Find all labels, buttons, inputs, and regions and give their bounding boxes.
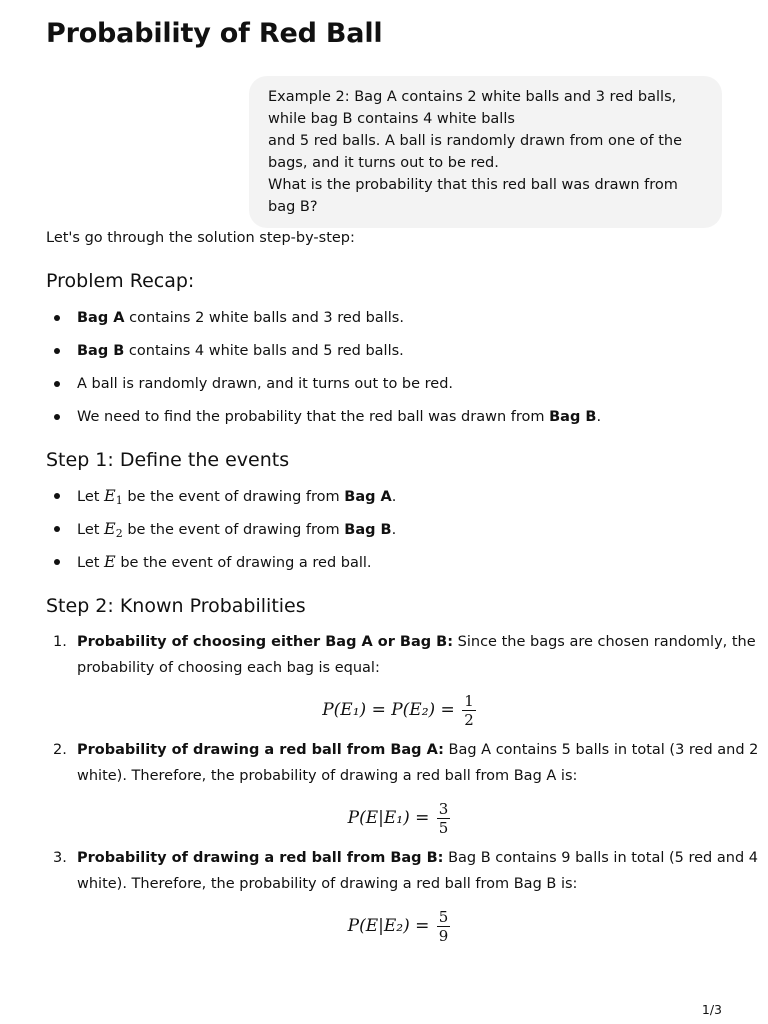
bold-text: Bag B [549, 409, 597, 425]
question-bubble [249, 76, 722, 228]
item-text: white). Therefore, the probability of drawing a red ball from Bag B is: [77, 876, 578, 892]
step2-heading: Step 2: Known Probabilities [46, 595, 306, 617]
bold-text: Bag B [77, 343, 125, 359]
list-item [46, 485, 722, 518]
list-item [46, 340, 722, 373]
equation-lhs: P(E₁) = P(E₂) = [322, 700, 455, 720]
equation [46, 908, 752, 945]
question-line: bags, and it turns out to be red. [268, 155, 499, 171]
question-line: while bag B contains 4 white balls [268, 111, 515, 127]
item-text: be the event of drawing from [122, 489, 345, 505]
list-item [46, 373, 722, 406]
question-line: Example 2: Bag A contains 2 white balls and 3 red balls, [268, 89, 677, 105]
symbol-text: E [104, 486, 116, 505]
item-text: . [391, 489, 397, 505]
bold-text: Bag A [77, 310, 125, 326]
step1-heading: Step 1: Define the events [46, 449, 290, 471]
subscript: 1 [115, 494, 123, 507]
item-text: Bag A contains 5 balls in total (3 red and 2 [443, 742, 759, 758]
item-text: A ball is randomly drawn, and it turns out to be red. [77, 376, 454, 392]
bold-text: Bag B [344, 522, 392, 538]
equation [46, 800, 752, 837]
math-symbol: E [104, 552, 116, 571]
item-text: Bag B contains 9 balls in total (5 red and 4 [443, 850, 758, 866]
item-text: . [391, 522, 397, 538]
numerator: 3 [438, 800, 449, 818]
denominator: 5 [438, 819, 449, 837]
item-text: be the event of drawing from [122, 522, 345, 538]
item-text: be the event of drawing a red ball. [115, 555, 372, 571]
list-item [46, 518, 722, 551]
denominator: 2 [464, 711, 474, 729]
item-number: 3. [53, 850, 67, 866]
equation-lhs: P(E|E₂) = [347, 916, 430, 936]
page-title: Probability of Red Ball [46, 18, 383, 49]
intro-text: Let's go through the solution step-by-step: [46, 230, 355, 246]
item-text: We need to find the probability that the red ball was drawn from [77, 409, 550, 425]
bold-text: Bag A [344, 489, 392, 505]
item-text: Let [77, 522, 105, 538]
numerator: 5 [438, 908, 449, 926]
equation-lhs: P(E|E₁) = [347, 808, 430, 828]
step1-list [46, 485, 722, 584]
item-text: Let [77, 489, 105, 505]
bold-text: Probability of drawing a red ball from Bag B: [77, 850, 444, 866]
item-text: white). Therefore, the probability of drawing a red ball from Bag A is: [77, 768, 578, 784]
list-item [46, 406, 722, 439]
recap-heading: Problem Recap: [46, 270, 195, 292]
bold-text: Probability of drawing a red ball from Bag A: [77, 742, 444, 758]
item-number: 1. [53, 634, 67, 650]
item-text: . [596, 409, 602, 425]
item-text: Let [77, 555, 105, 571]
fraction [462, 692, 476, 729]
item-number: 2. [53, 742, 67, 758]
fraction [437, 908, 451, 945]
math-symbol [104, 519, 123, 538]
question-line: bag B? [268, 199, 318, 215]
subscript: 2 [115, 527, 123, 540]
question-line: and 5 red balls. A ball is randomly drawn from one of the [268, 133, 682, 149]
numerator: 1 [464, 692, 474, 710]
item-text: probability of choosing each bag is equal: [77, 660, 380, 676]
list-item [46, 307, 722, 340]
page-number: 1/3 [701, 1002, 722, 1017]
list-item [46, 551, 722, 584]
fraction [437, 800, 451, 837]
denominator: 9 [438, 927, 449, 945]
equation [46, 692, 752, 729]
item-text: Since the bags are chosen randomly, the [453, 634, 756, 650]
item-text: contains 2 white balls and 3 red balls. [124, 310, 404, 326]
item-text: contains 4 white balls and 5 red balls. [124, 343, 404, 359]
recap-list [46, 307, 722, 439]
bold-text: Probability of choosing either Bag A or Bag B: [77, 634, 454, 650]
question-line: What is the probability that this red ball was drawn from [268, 177, 678, 193]
symbol-text: E [104, 519, 116, 538]
math-symbol [104, 486, 123, 505]
